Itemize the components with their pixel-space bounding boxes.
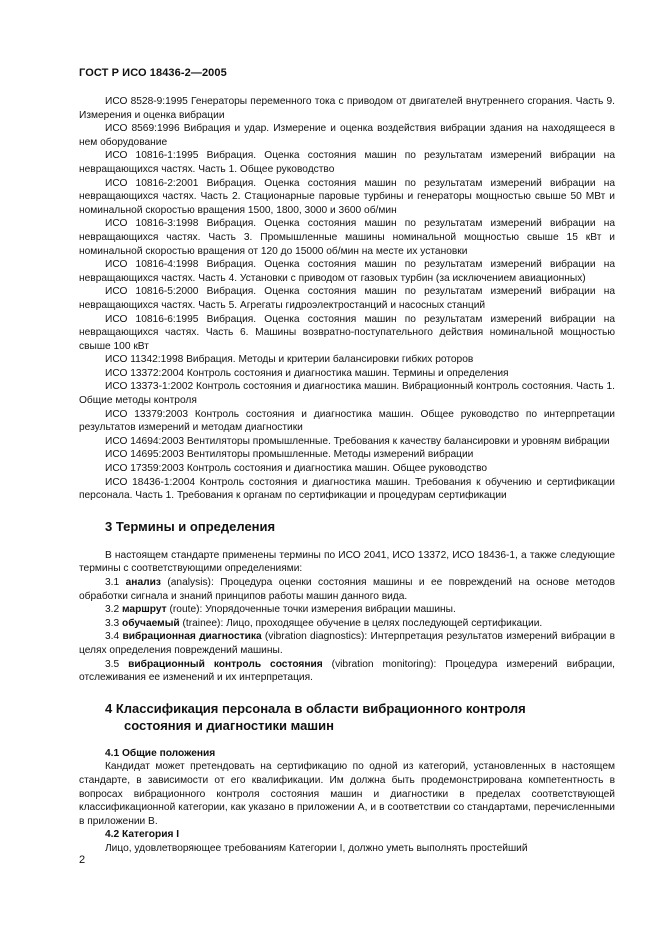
reference-item: ИСО 10816-5:2000 Вибрация. Оценка состояния машин по результатам измерений вибрации на невращающихся частях. Часть 5. Агрегаты гидроэлектростанций и насосных станций bbox=[79, 286, 615, 311]
term-name: вибрационный контроль состояния bbox=[128, 658, 323, 670]
reference-item: ИСО 14695:2003 Вентиляторы промышленные. Методы измерений вибрации bbox=[105, 449, 474, 461]
term-number: 3.5 bbox=[105, 658, 120, 670]
reference-item: ИСО 10816-3:1998 Вибрация. Оценка состояния машин по результатам измерений вибрации на невращающихся частях. Часть 3. Промышленные машины номинальной мощностью свыше 15 кВт и номинальной скоростью вращения от 120 до 15000 об/мин на месте их установки bbox=[79, 218, 615, 257]
reference-item: ИСО 8569:1996 Вибрация и удар. Измерение и оценка воздействия вибрации здания на находящееся в нем оборудование bbox=[79, 123, 615, 148]
reference-item: ИСО 13379:2003 Контроль состояния и диагностика машин. Общее руководство по интерпретации результатов измерений и методам диагностики bbox=[79, 408, 615, 434]
section-3-intro: В настоящем стандарте применены термины по ИСО 2041, ИСО 13372, ИСО 18436-1, а также следующие термины с соответствующими определениями: bbox=[79, 549, 615, 575]
normative-references-list bbox=[79, 95, 615, 503]
page-number: 2 bbox=[79, 854, 86, 866]
reference-item: ИСО 10816-4:1998 Вибрация. Оценка состояния машин по результатам измерений вибрации на невращающихся частях. Часть 4. Установки с приводом от газовых турбин (за исключением авиационных) bbox=[79, 259, 615, 284]
reference-item: ИСО 10816-6:1995 Вибрация. Оценка состояния машин по результатам измерений вибрации на невращающихся частях. Часть 6. Машины возвратно-поступательного действия номинальной мощностью свыше 100 кВт bbox=[79, 313, 615, 352]
term-definition bbox=[79, 658, 615, 685]
reference-item: ИСО 18436-1:2004 Контроль состояния и диагностика машин. Требования к обучению и сертификации персонала. Часть 1. Требования к органам по сертификации и процедурам сертификации bbox=[79, 476, 615, 502]
term-name: вибрационная диагностика bbox=[122, 631, 262, 643]
term-text: (trainee): Лицо, проходящее обучение в целях последующей сертификации. bbox=[179, 617, 543, 629]
term-number: 3.3 bbox=[105, 617, 120, 629]
term-text: (vibration diagnostics): Интерпретация результатов измерений вибрации в целях определения повреждений машины. bbox=[79, 631, 615, 656]
subsection-4-2-heading: 4.2 Категория I bbox=[105, 829, 180, 841]
term-text: (vibration monitoring): Процедура измерений вибрации, отслеживания ее изменений и их интерпретация. bbox=[79, 658, 615, 684]
term-name: маршрут bbox=[122, 604, 167, 616]
term-name: анализ bbox=[125, 577, 161, 588]
term-number: 3.4 bbox=[105, 631, 120, 643]
subsection-4-2-text: Лицо, удовлетворяющее требованиям Категории I, должно уметь выполнять простейший bbox=[105, 842, 528, 854]
term-name: обучаемый bbox=[122, 617, 180, 629]
reference-item: ИСО 17359:2003 Контроль состояния и диагностика машин. Общее руководство bbox=[105, 463, 488, 475]
reference-item: ИСО 13373-1:2002 Контроль состояния и диагностика машин. Вибрационный контроль состояния. Часть 1. Общие методы контроля bbox=[79, 381, 615, 407]
term-definition bbox=[79, 603, 615, 617]
reference-item: ИСО 14694:2003 Вентиляторы промышленные. Требования к качеству балансировки и уровням вибрации bbox=[105, 435, 610, 447]
reference-item: ИСО 13372:2004 Контроль состояния и диагностика машин. Термины и определения bbox=[105, 367, 509, 379]
document-header: ГОСТ Р ИСО 18436-2—2005 bbox=[79, 67, 227, 79]
reference-item: ИСО 8528-9:1995 Генераторы переменного тока с приводом от двигателей внутреннего сгорания. Часть 9. Измерения и оценка вибрации bbox=[79, 96, 615, 121]
subsection-4-1-text: Кандидат может претендовать на сертификацию по одной из категорий, установленных в настоящем стандарте, в зависимости от его квалификации. Им должна быть продемонстрирована компетентность в вопросах вибрационного контроля состояния машин и диагностики в пределах соответствующей классификационной категории, как указано в приложении А, и в соответствии со стандартами, перечисленными в приложении В. bbox=[79, 761, 615, 827]
term-definition bbox=[79, 576, 615, 603]
term-text: (analysis): Процедура оценки состояния машины и ее повреждений на основе методов обработки сигнала и знаний принципов работы машин данного вида. bbox=[79, 577, 615, 602]
term-definition bbox=[79, 630, 615, 657]
section-4-heading-line2: состояния и диагностики машин bbox=[124, 717, 334, 733]
section-4-heading-line1: 4 Классификация персонала в области вибрационного контроля bbox=[105, 700, 526, 716]
term-number: 3.2 bbox=[105, 604, 120, 616]
subsection-4-1-heading: 4.1 Общие положения bbox=[105, 747, 216, 759]
term-number: 3.1 bbox=[105, 577, 120, 588]
reference-item: ИСО 10816-1:1995 Вибрация. Оценка состояния машин по результатам измерений вибрации на невращающихся частях. Часть 1. Общее руководство bbox=[79, 150, 615, 175]
reference-item: ИСО 10816-2:2001 Вибрация. Оценка состояния машин по результатам измерений вибрации на невращающихся частях. Часть 2. Стационарные паровые турбины и генераторы мощностью свыше 50 МВт и номинальной скоростью вращения 1500, 1800, 3000 и 3600 об/мин bbox=[79, 177, 615, 216]
document-body bbox=[79, 95, 615, 856]
reference-item: ИСО 11342:1998 Вибрация. Методы и критерии балансировки гибких роторов bbox=[105, 354, 474, 366]
term-definition bbox=[79, 617, 615, 631]
section-3-heading: 3 Термины и определения bbox=[105, 518, 276, 534]
section-4-heading bbox=[79, 700, 615, 734]
term-text: (route): Упорядоченные точки измерения вибрации машины. bbox=[166, 604, 456, 616]
